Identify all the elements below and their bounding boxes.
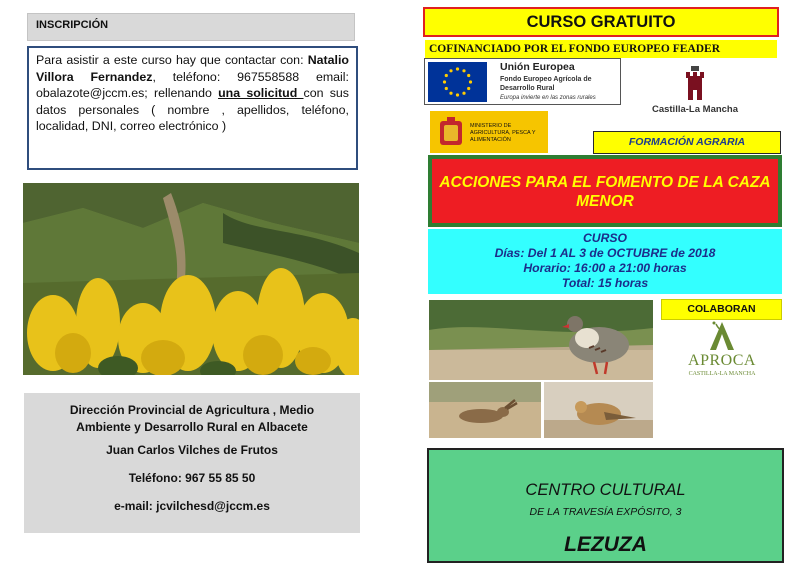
- inscripcion-text-3: con sus datos personales ( nombre , apellidos, teléfono, localidad, DNI, correo electrónico ): [36, 86, 350, 133]
- spain-crest-icon: [434, 115, 468, 149]
- castilla-la-mancha-logo: [650, 62, 740, 120]
- ministry-name: MINISTERIO DE AGRICULTURA, PESCA Y ALIMENTACIÓN: [470, 123, 536, 143]
- aproca-emblem-icon: [672, 318, 772, 352]
- contact-info-box: [24, 393, 360, 533]
- eu-flag-icon: [428, 62, 487, 102]
- free-course-banner: CURSO GRATUITO: [423, 7, 779, 37]
- aproca-name: APROCA: [688, 352, 756, 369]
- eu-fund-name: Fondo Europeo Agrícola de Desarrollo Rural: [500, 76, 592, 92]
- eu-slogan: Europa invierte en las zonas rurales: [500, 95, 596, 101]
- ministry-logo: [430, 111, 548, 153]
- course-days: Días: Del 1 AL 3 de OCTUBRE de 2018: [494, 246, 716, 260]
- region-name: Castilla-La Mancha: [651, 104, 739, 115]
- course-total-hours: Total: 15 horas: [561, 276, 649, 290]
- inscripcion-text-1: Para asistir a este curso hay que contactar con:: [36, 53, 308, 67]
- course-label: CURSO: [582, 231, 627, 245]
- course-title-banner: ACCIONES PARA EL FOMENTO DE LA CAZA MENOR: [428, 155, 782, 227]
- contact-email: e-mail: jcvilchesd@jccm.es: [114, 499, 270, 513]
- contact-phone: Teléfono: 967 55 85 50: [128, 471, 256, 485]
- inscripcion-text-2: , teléfono: 967558588 email: obalazote@jccm.es; rellenando: [36, 69, 349, 100]
- venue-town: LEZUZA: [564, 533, 647, 556]
- hare-photo: [429, 382, 541, 438]
- castle-crest-icon: [650, 62, 740, 104]
- inscripcion-info-box: [27, 46, 358, 170]
- sandgrouse-photo: [544, 382, 653, 438]
- venue-box: [427, 448, 784, 563]
- office-name: Dirección Provincial de Agricultura , Medio Ambiente y Desarrollo Rural en Albacete: [69, 403, 315, 434]
- partridge-photo: [429, 300, 653, 380]
- landscape-photo: [23, 183, 359, 375]
- course-info-box: [428, 229, 782, 294]
- eu-title: Unión Europea: [500, 61, 575, 73]
- venue-name: CENTRO CULTURAL: [525, 481, 686, 499]
- cofinanced-banner: COFINANCIADO POR EL FONDO EUROPEO FEADER: [425, 40, 777, 58]
- contact-name: Natalio Villora Fernandez: [36, 53, 349, 84]
- course-schedule: Horario: 16:00 a 21:00 horas: [523, 261, 687, 275]
- formacion-agraria-label: FORMACIÓN AGRARIA: [593, 131, 781, 154]
- contact-person: Juan Carlos Vilches de Frutos: [106, 443, 278, 457]
- venue-address: DE LA TRAVESÍA EXPÓSITO, 3: [529, 506, 682, 518]
- aproca-subtitle: CASTILLA-LA MANCHA: [688, 371, 756, 377]
- colaboran-label: COLABORAN: [661, 299, 782, 320]
- aproca-logo: [672, 318, 772, 384]
- inscripcion-header: INSCRIPCIÓN: [27, 13, 355, 41]
- eu-logo: [424, 58, 621, 105]
- solicitud-link-text: una solicitud: [218, 86, 304, 100]
